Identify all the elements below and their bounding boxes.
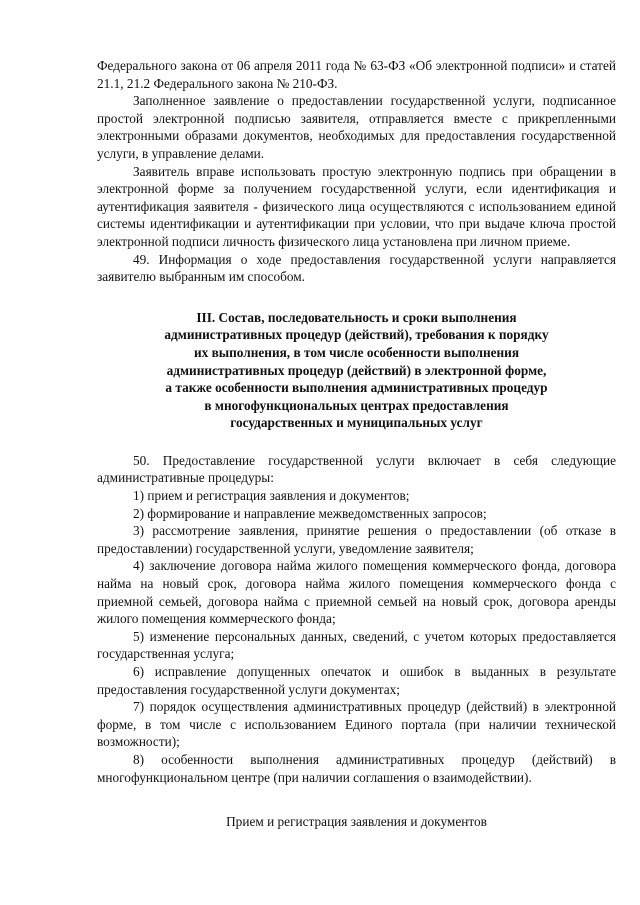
list-item-6: 6) исправление допущенных опечаток и ошибок в выданных в результате предоставления государственной услуги документах; [97,664,616,697]
subsection-heading: Прием и регистрация заявления и документов [226,814,487,830]
heading-line: государственных и муниципальных услуг [230,415,483,431]
heading-line: в многофункциональных центрах предоставления [204,397,509,413]
heading-line: а также особенности выполнения административных процедур [165,380,548,396]
paragraph-49-information: 49. Информация о ходе предоставления государственной услуги направляется заявителю выбранным им способом. [97,251,616,285]
paragraph-simple-signature: Заявитель вправе использовать простую электронную подпись при обращении в электронной форме за получением государственной услуги, если идентификация и аутентификация заявителя - физического лица осуществляются с использованием единой системы идентификации и аутентификации при условии, что при выдаче ключа простой электронной подписи личность физического лица установлена при личном приеме. [97,163,616,249]
heading-line: административных процедур (действий) в электронной форме, [166,362,547,378]
section-heading-iii [97,309,616,432]
paragraph-application-submission: Заполненное заявление о предоставлении государственной услуги, подписанное простой электронной подписью заявителя, отправляется вместе с прикрепленными электронными образами документов, необходимых для предоставления государственной услуги, в управление делами. [97,93,616,161]
list-item-8: 8) особенности выполнения административных процедур (действий) в многофункциональном центре (при наличии соглашения о взаимодействии). [97,751,616,785]
list-item-4: 4) заключение договора найма жилого помещения коммерческого фонда, договора найма на новый срок, договора найма жилого помещения коммерческого фонда с приемной семьей, договора найма с приемной семьей на новый срок, договора аренды жилого помещения коммерческого фонда; [97,558,616,627]
list-item-1: 1) прием и регистрация заявления и документов; [133,488,410,504]
section-body [97,452,616,786]
list-item-5: 5) изменение персональных данных, сведений, с учетом которых предоставляется государственная услуга; [97,628,616,662]
list-item-7: 7) порядок осуществления административных процедур (действий) в электронной форме, в том числе с использованием Единого портала (при наличии технической возможности); [97,699,616,750]
paragraph-law-reference: Федерального закона от 06 апреля 2011 года № 63-ФЗ «Об электронной подписи» и статей 21.1, 21.2 Федерального закона № 210-ФЗ. [97,58,616,91]
list-item-3: 3) рассмотрение заявления, принятие решения о предоставлении (об отказе в предоставлении) государственной услуги, уведомление заявителя; [97,523,616,556]
heading-line: административных процедур (действий), требования к порядку [164,327,549,343]
paragraph-50-intro: 50. Предоставление государственной услуги включает в себя следующие административные процедуры: [97,452,616,486]
document-page [97,57,616,831]
heading-line: III. Состав, последовательность и сроки выполнения [196,309,517,325]
heading-line: их выполнения, в том числе особенности выполнения [193,344,520,360]
list-item-2: 2) формирование и направление межведомственных запросов; [133,505,487,521]
